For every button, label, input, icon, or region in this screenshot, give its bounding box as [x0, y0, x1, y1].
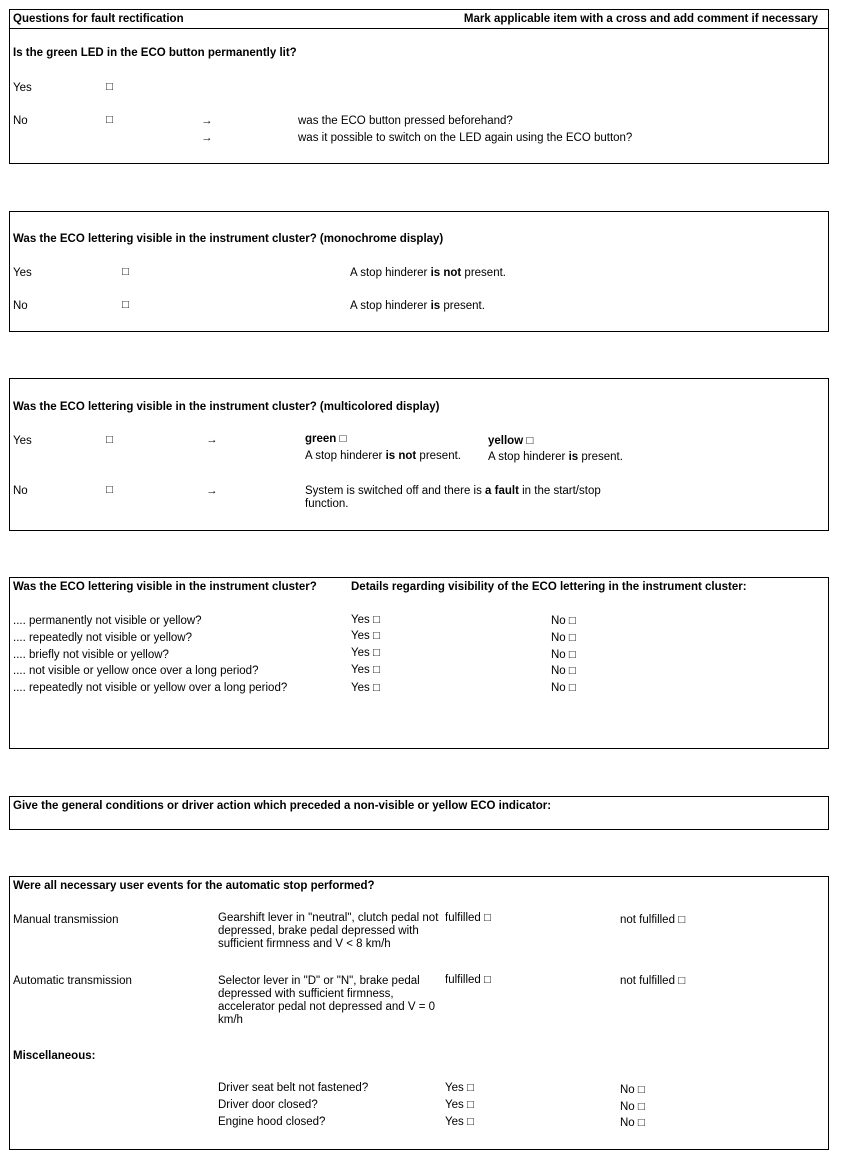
multi-no-result: System is switched off and there is a fault in the start/stop function.	[305, 485, 601, 510]
checkbox-vis-no[interactable]: □	[568, 615, 576, 627]
misc-yes-option: Yes □	[445, 1099, 474, 1111]
checkbox-mono-yes[interactable]: □	[122, 266, 129, 278]
header-right: Mark applicable item with a cross and add comment if necessary	[463, 13, 818, 25]
misc-no-option: No □	[620, 1117, 645, 1129]
checkbox-mono-no[interactable]: □	[122, 299, 129, 311]
manual-fulfilled-option: fulfilled □	[445, 912, 491, 924]
automatic-not-fulfilled-option: not fulfilled □	[620, 975, 686, 987]
checkbox-vis-yes[interactable]: □	[372, 647, 380, 659]
misc-no-option: No □	[620, 1084, 645, 1096]
misc-heading: Miscellaneous:	[13, 1050, 96, 1062]
label-yes: Yes	[13, 267, 32, 279]
checkbox-vis-yes[interactable]: □	[372, 682, 380, 694]
followup-question-1: was the ECO button pressed beforehand?	[298, 115, 513, 127]
question-general-conditions: Give the general conditions or driver action which preceded a non-visible or yellow ECO indicator:	[13, 800, 552, 812]
checkbox-yellow[interactable]: □	[526, 435, 534, 447]
question-visibility: Was the ECO lettering visible in the instrument cluster?	[13, 581, 317, 593]
section-visibility-details	[9, 577, 829, 749]
misc-no-option: No □	[620, 1101, 645, 1113]
section-general-conditions[interactable]	[9, 796, 829, 830]
option-yellow: yellow □	[488, 435, 534, 447]
section-user-events	[9, 876, 829, 1150]
label-manual-transmission: Manual transmission	[13, 914, 119, 926]
visibility-no-option: No □	[551, 632, 576, 644]
checkbox-vis-yes[interactable]: □	[372, 614, 380, 626]
manual-not-fulfilled-option: not fulfilled □	[620, 914, 686, 926]
visibility-row: .... not visible or yellow once over a long period?	[13, 665, 259, 677]
label-yes: Yes	[13, 82, 32, 94]
checkbox-manual-not-fulfilled[interactable]: □	[678, 914, 686, 926]
section-led-question	[9, 9, 829, 164]
checkbox-misc-yes[interactable]: □	[466, 1099, 474, 1111]
question-led: Is the green LED in the ECO button permanently lit?	[13, 47, 297, 59]
visibility-yes-option: Yes □	[351, 630, 380, 642]
visibility-row: .... repeatedly not visible or yellow over a long period?	[13, 682, 288, 694]
checkbox-manual-fulfilled[interactable]: □	[484, 912, 491, 924]
visibility-no-option: No □	[551, 649, 576, 661]
arrow-icon: →	[206, 485, 218, 497]
label-no: No	[13, 300, 28, 312]
label-no: No	[13, 115, 28, 127]
checkbox-multi-yes[interactable]: □	[106, 434, 113, 446]
option-green: green □	[305, 433, 347, 445]
checkbox-misc-no[interactable]: □	[637, 1084, 645, 1096]
label-yes: Yes	[13, 435, 32, 447]
visibility-row: .... repeatedly not visible or yellow?	[13, 632, 192, 644]
visibility-row: .... permanently not visible or yellow?	[13, 615, 202, 627]
arrow-icon: →	[206, 434, 218, 446]
header-left: Questions for fault rectification	[13, 13, 184, 25]
checkbox-misc-yes[interactable]: □	[466, 1116, 474, 1128]
checkbox-led-no[interactable]: □	[106, 114, 113, 126]
checkbox-vis-yes[interactable]: □	[372, 664, 380, 676]
checkbox-misc-no[interactable]: □	[637, 1117, 645, 1129]
visibility-row: .... briefly not visible or yellow?	[13, 649, 169, 661]
visibility-no-option: No □	[551, 665, 576, 677]
checkbox-automatic-fulfilled[interactable]: □	[484, 974, 491, 986]
manual-conditions: Gearshift lever in "neutral", clutch pedal not depressed, brake pedal depressed with sufficient firmness and V < 8 km/h	[218, 912, 439, 950]
checkbox-vis-yes[interactable]: □	[372, 630, 380, 642]
visibility-no-option: No □	[551, 615, 576, 627]
question-multicolor: Was the ECO lettering visible in the instrument cluster? (multicolored display)	[13, 401, 440, 413]
question-monochrome: Was the ECO lettering visible in the instrument cluster? (monochrome display)	[13, 233, 444, 245]
misc-row: Driver door closed?	[218, 1099, 318, 1111]
question-user-events: Were all necessary user events for the automatic stop performed?	[13, 880, 375, 892]
visibility-yes-option: Yes □	[351, 647, 380, 659]
checkbox-vis-no[interactable]: □	[568, 632, 576, 644]
label-no: No	[13, 485, 28, 497]
automatic-fulfilled-option: fulfilled □	[445, 974, 491, 986]
checkbox-led-yes[interactable]: □	[106, 81, 113, 93]
section-monochrome	[9, 211, 829, 332]
mono-no-result: A stop hinderer is present.	[350, 300, 485, 312]
yellow-result: A stop hinderer is present.	[488, 451, 623, 463]
visibility-no-option: No □	[551, 682, 576, 694]
checkbox-vis-no[interactable]: □	[568, 665, 576, 677]
label-automatic-transmission: Automatic transmission	[13, 975, 132, 987]
automatic-conditions: Selector lever in "D" or "N", brake pedal depressed with sufficient firmness, accelerator pedal not depressed and V = 0 km/h	[218, 975, 436, 1026]
mono-yes-result: A stop hinderer is not present.	[350, 267, 506, 279]
checkbox-multi-no[interactable]: □	[106, 484, 113, 496]
arrow-icon: →	[201, 115, 213, 127]
arrow-icon: →	[201, 132, 213, 144]
details-heading: Details regarding visibility of the ECO lettering in the instrument cluster:	[351, 581, 747, 593]
misc-row: Driver seat belt not fastened?	[218, 1082, 369, 1094]
checkbox-misc-no[interactable]: □	[637, 1101, 645, 1113]
visibility-yes-option: Yes □	[351, 682, 380, 694]
followup-question-2: was it possible to switch on the LED again using the ECO button?	[298, 132, 633, 144]
checkbox-vis-no[interactable]: □	[568, 682, 576, 694]
visibility-yes-option: Yes □	[351, 664, 380, 676]
checkbox-green[interactable]: □	[339, 433, 347, 445]
checkbox-automatic-not-fulfilled[interactable]: □	[678, 975, 686, 987]
misc-yes-option: Yes □	[445, 1116, 474, 1128]
green-result: A stop hinderer is not present.	[305, 450, 461, 462]
section-multicolor	[9, 378, 829, 531]
misc-row: Engine hood closed?	[218, 1116, 326, 1128]
misc-yes-option: Yes □	[445, 1082, 474, 1094]
checkbox-misc-yes[interactable]: □	[466, 1082, 474, 1094]
checkbox-vis-no[interactable]: □	[568, 649, 576, 661]
visibility-yes-option: Yes □	[351, 614, 380, 626]
form-header	[10, 10, 828, 29]
